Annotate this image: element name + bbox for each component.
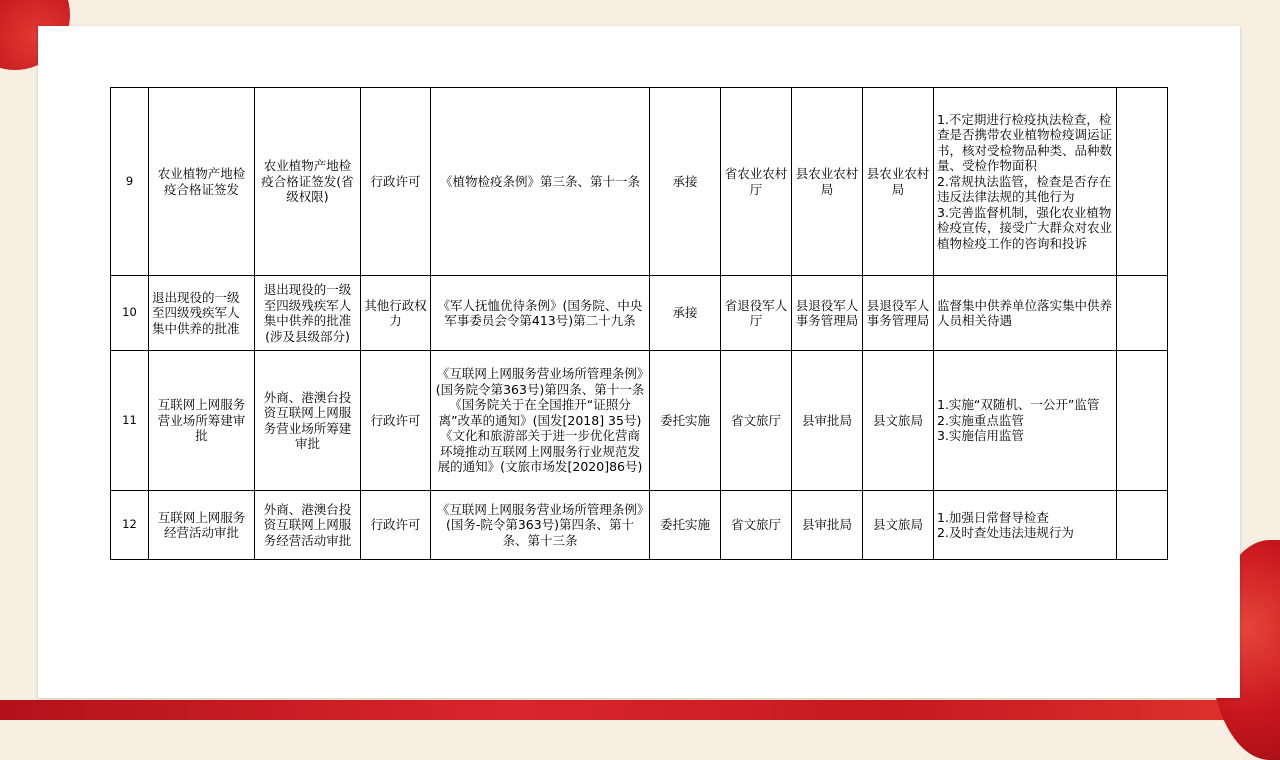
supervision-measures: 1.实施“双随机、一公开”监管 2.实施重点监管 3.实施信用监管 <box>934 351 1117 491</box>
table-row <box>111 491 1168 560</box>
table-row <box>111 351 1168 491</box>
remark <box>1117 491 1168 560</box>
county-supervision-department: 县文旅局 <box>863 491 934 560</box>
row-number: 9 <box>111 88 149 276</box>
table-row <box>111 88 1168 276</box>
supervision-measures: 1.不定期进行检疫执法检查，检查是否携带农业植物检疫调运证书，核对受检物品种类、品种数量、受检作物面积 2.常规执法监管，检查是否存在违反法律法规的其他行为 3.完善监督机制，强化农业植物检疫宣传，接受广大群众对农业植物检疫工作的咨询和投诉 <box>934 88 1117 276</box>
supervision-measures: 1.加强日常督导检查 2.及时查处违法违规行为 <box>934 491 1117 560</box>
county-supervision-department: 县农业农村局 <box>863 88 934 276</box>
legal-basis: 《互联网上网服务营业场所管理条例》(国务-院令第363号)第四条、第十条、第十三条 <box>431 491 650 560</box>
slide-page <box>38 26 1240 698</box>
county-approval-department: 县退役军人事务管理局 <box>792 276 863 351</box>
delegation-method: 委托实施 <box>650 351 721 491</box>
county-approval-department: 县农业农村局 <box>792 88 863 276</box>
power-category: 其他行政权力 <box>361 276 431 351</box>
item-name: 退出现役的一级至四级残疾军人集中供养的批准 <box>149 276 255 351</box>
legal-basis: 《互联网上网服务营业场所管理条例》(国务院令第363号)第四条、第十一条《国务院关于在全国推开“证照分离”改革的通知》(国发[2018] 35号)《文化和旅游部关于进一步优化营商环境推动互联网上网服务行业规范发展的通知》(文旅市场发[2020]86号) <box>431 351 650 491</box>
item-name: 农业植物产地检疫合格证签发 <box>149 88 255 276</box>
row-number: 12 <box>111 491 149 560</box>
item-name: 互联网上网服务经营活动审批 <box>149 491 255 560</box>
row-number: 11 <box>111 351 149 491</box>
power-category: 行政许可 <box>361 491 431 560</box>
province-department: 省文旅厅 <box>721 491 792 560</box>
county-supervision-department: 县退役军人事务管理局 <box>863 276 934 351</box>
power-list-table <box>110 87 1168 560</box>
county-supervision-department: 县文旅局 <box>863 351 934 491</box>
province-department: 省退役军人厅 <box>721 276 792 351</box>
county-approval-department: 县审批局 <box>792 491 863 560</box>
power-category: 行政许可 <box>361 88 431 276</box>
province-department: 省农业农村厅 <box>721 88 792 276</box>
remark <box>1117 88 1168 276</box>
county-approval-department: 县审批局 <box>792 351 863 491</box>
delegation-method: 委托实施 <box>650 491 721 560</box>
legal-basis: 《军人抚恤优待条例》(国务院、中央军事委员会令第413号)第二十九条 <box>431 276 650 351</box>
item-name: 互联网上网服务营业场所筹建审批 <box>149 351 255 491</box>
sub-item-name: 退出现役的一级至四级残疾军人集中供养的批准(涉及县级部分) <box>255 276 361 351</box>
supervision-measures: 监督集中供养单位落实集中供养人员相关待遇 <box>934 276 1117 351</box>
delegation-method: 承接 <box>650 88 721 276</box>
row-number: 10 <box>111 276 149 351</box>
delegation-method: 承接 <box>650 276 721 351</box>
remark <box>1117 351 1168 491</box>
power-category: 行政许可 <box>361 351 431 491</box>
legal-basis: 《植物检疫条例》第三条、第十一条 <box>431 88 650 276</box>
remark <box>1117 276 1168 351</box>
bottom-red-band <box>0 700 1280 720</box>
sub-item-name: 外商、港澳台投资互联网上网服务经营活动审批 <box>255 491 361 560</box>
sub-item-name: 农业植物产地检疫合格证签发(省级权限) <box>255 88 361 276</box>
province-department: 省文旅厅 <box>721 351 792 491</box>
table-row <box>111 276 1168 351</box>
sub-item-name: 外商、港澳台投资互联网上网服务营业场所筹建审批 <box>255 351 361 491</box>
